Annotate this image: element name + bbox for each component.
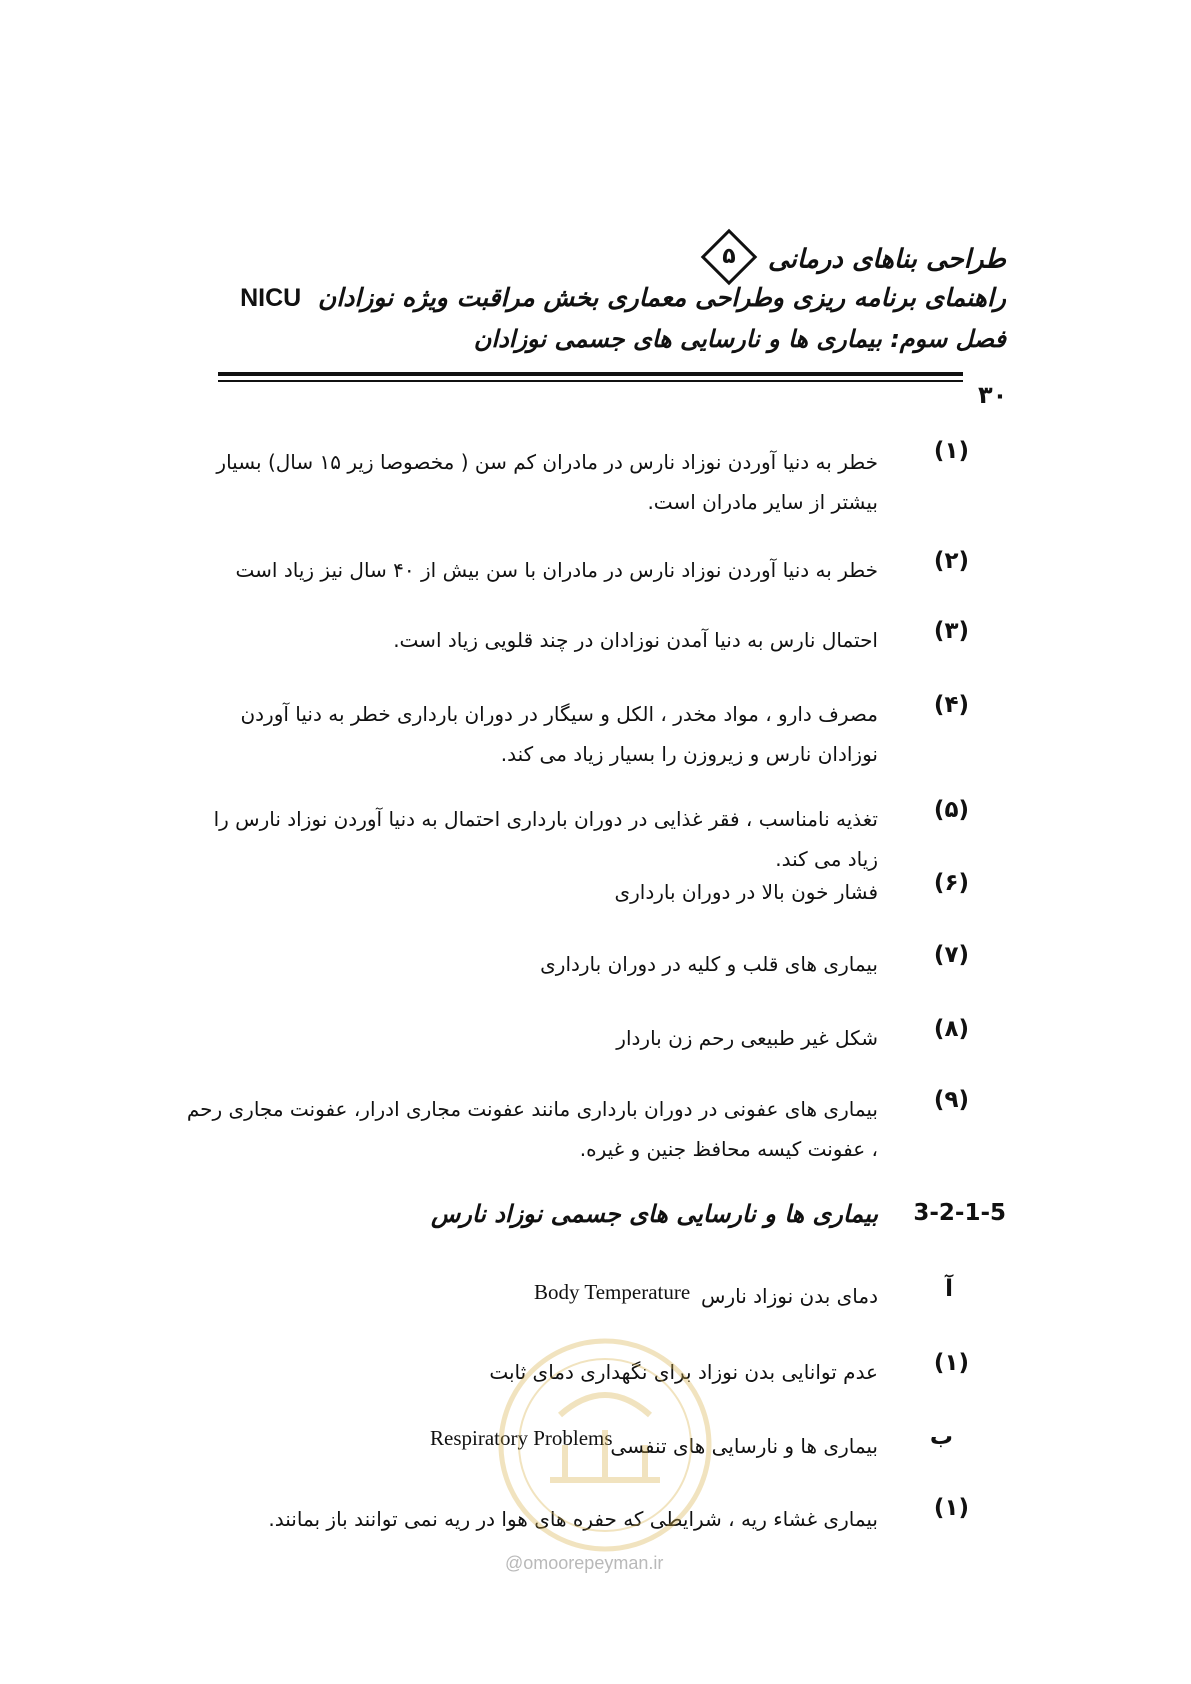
list-item-number: (۸)	[933, 1016, 969, 1042]
list-item-text: خطر به دنیا آوردن نوزاد نارس در مادران کم سن ( مخصوصا زیر ۱۵ سال) بسیار بیشتر از سایر مادران است.	[216, 450, 878, 514]
header-rule-thick	[218, 372, 963, 376]
sub-item-english-term: Body Temperature	[534, 1280, 691, 1304]
page-number: ۳۰	[978, 381, 1008, 409]
list-item-number: (۱)	[933, 438, 969, 464]
sub-item-text: بیماری غشاء ریه ، شرایطی که حفره های هوا در ریه نمی توانند باز بمانند.	[268, 1507, 878, 1531]
list-item-number: (۷)	[933, 942, 969, 968]
list-item-text: بیماری های قلب و کلیه در دوران بارداری	[540, 952, 878, 976]
guide-title-text: راهنمای برنامه ریزی وطراحی معماری بخش مراقبت ویژه نوزادان	[317, 283, 1006, 312]
sub-item-number: (۱)	[933, 1495, 969, 1521]
section-title: بیماری ها و نارسایی های جسمی نوزاد نارس	[431, 1200, 878, 1228]
list-item-number: (۳)	[933, 618, 969, 644]
list-item-text: بیماری های عفونی در دوران بارداری مانند عفونت مجاری ادرار، عفونت مجاری رحم ، عفونت کیسه محافظ جنین و غیره.	[186, 1097, 878, 1161]
sub-item-english-term: Respiratory Problems	[430, 1426, 613, 1450]
header-rule-thin	[218, 380, 963, 382]
list-item-number: (۹)	[933, 1087, 969, 1113]
section-number: 3-2-1-5	[913, 1200, 1006, 1226]
sub-item-text: بیماری ها و نارسایی های تنفسی	[610, 1434, 878, 1458]
list-item-number: (۵)	[933, 797, 969, 823]
sub-item-text: دمای بدن نوزاد نارس	[701, 1284, 878, 1308]
sub-item-letter: آ	[945, 1276, 953, 1302]
list-item-number: (۴)	[933, 692, 969, 718]
watermark-text: @omoorepeyman.ir	[505, 1553, 664, 1573]
chapter-title: فصل سوم: بیماری ها و نارسایی های جسمی نوزادان	[473, 325, 1006, 353]
list-item-text: مصرف دارو ، مواد مخدر ، الکل و سیگار در دوران بارداری خطر به دنیا آوردن نوزادان نارس و زیروزن را بسیار زیاد می کند.	[240, 702, 878, 766]
guide-title	[240, 283, 1006, 313]
volume-number: ۵	[722, 244, 736, 269]
list-item-text: تغذیه نامناسب ، فقر غذایی در دوران بارداری احتمال به دنیا آوردن نوزاد نارس را زیاد می کند.	[213, 807, 878, 871]
list-item-text: خطر به دنیا آوردن نوزاد نارس در مادران با سن بیش از ۴۰ سال نیز زیاد است	[235, 558, 878, 582]
sub-item-number: (۱)	[933, 1350, 969, 1376]
book-title-text: طراحی بناهای درمانی	[768, 244, 1006, 275]
list-item-number: (۲)	[933, 548, 969, 574]
sub-item-text: عدم توانایی بدن نوزاد برای نگهداری دمای ثابت	[489, 1360, 878, 1384]
guide-title-latin: NICU	[240, 284, 302, 312]
list-item-text: احتمال نارس به دنیا آمدن نوزادان در چند قلویی زیاد است.	[393, 628, 878, 652]
book-title	[701, 240, 1006, 280]
sub-item-letter: ب	[929, 1424, 953, 1450]
list-item-number: (۶)	[933, 870, 969, 896]
list-item-text: فشار خون بالا در دوران بارداری	[614, 880, 878, 904]
volume-badge	[701, 229, 758, 286]
list-item-text: شکل غیر طبیعی رحم زن باردار	[616, 1026, 878, 1050]
watermark-seal-icon	[490, 1330, 720, 1560]
